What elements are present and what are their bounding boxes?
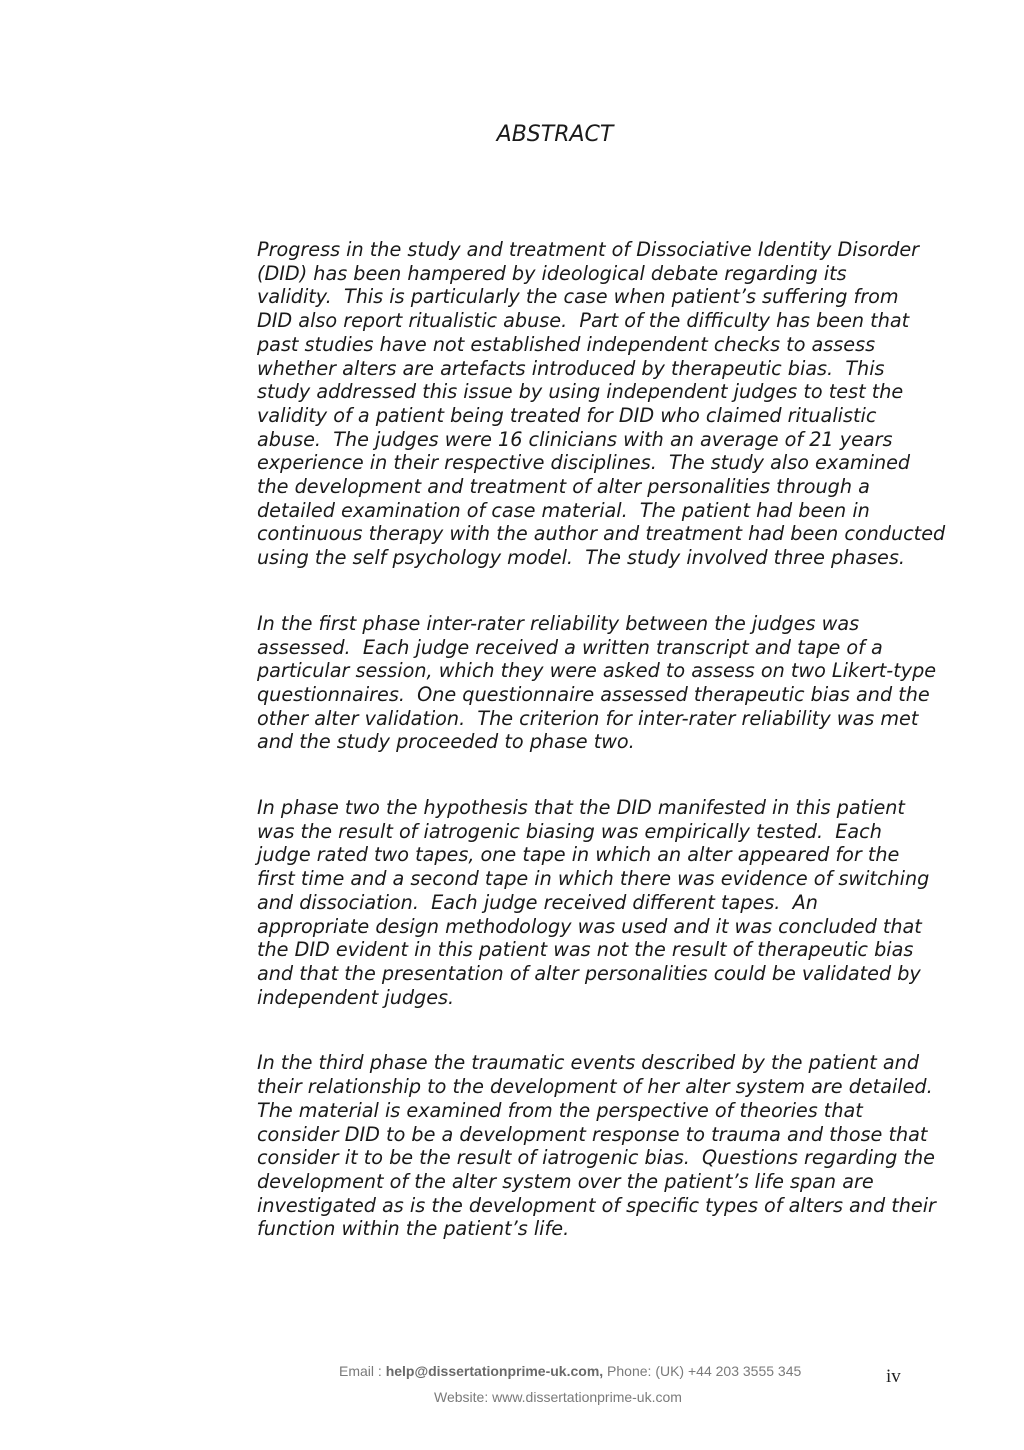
paragraph-line: continuous therapy with the author and treatment had been conducted xyxy=(257,522,946,546)
paragraph-line: the DID evident in this patient was not the result of therapeutic bias xyxy=(257,938,914,962)
paragraph-line: Progress in the study and treatment of Dissociative Identity Disorder xyxy=(257,238,920,261)
paragraph-line: study addressed this issue by using independent judges to test the xyxy=(257,380,904,404)
paragraph-line: using the self psychology model. The study involved three phases. xyxy=(257,546,905,570)
paragraph-line: (DID) has been hampered by ideological debate regarding its xyxy=(257,261,847,285)
paragraph-line: investigated as is the development of specific types of alters and their xyxy=(257,1193,936,1217)
abstract-paragraph xyxy=(257,612,1002,754)
paragraph-line: their relationship to the development of her alter system are detailed. xyxy=(257,1075,933,1099)
paragraph-line: detailed examination of case material. The patient had been in xyxy=(257,498,870,522)
abstract-paragraph xyxy=(257,796,1002,1009)
footer-email-label: Email : xyxy=(339,1363,386,1379)
paragraph-line: consider DID to be a development response to trauma and those that xyxy=(257,1122,928,1146)
page-title: ABSTRACT xyxy=(496,122,614,147)
paragraph-line: independent judges. xyxy=(257,985,455,1009)
paragraph-line: appropriate design methodology was used and it was concluded that xyxy=(257,914,922,938)
paragraph-line: whether alters are artefacts introduced by therapeutic bias. This xyxy=(257,356,885,380)
paragraph-line: abuse. The judges were 16 clinicians with an average of 21 years xyxy=(257,427,893,451)
paragraph-spacer xyxy=(257,1009,1002,1051)
paragraph-line: DID also report ritualistic abuse. Part of the difficulty has been that xyxy=(257,309,910,333)
abstract-paragraph xyxy=(257,1051,1002,1241)
paragraph-spacer xyxy=(257,754,1002,796)
paragraph-line: development of the alter system over the patient’s life span are xyxy=(257,1169,874,1193)
paragraph-line: first time and a second tape in which there was evidence of switching xyxy=(257,867,930,891)
paragraph-line: questionnaires. One questionnaire assessed therapeutic bias and the xyxy=(257,682,930,706)
paragraph-line: The material is examined from the perspective of theories that xyxy=(257,1098,863,1122)
paragraph-line: the development and treatment of alter personalities through a xyxy=(257,475,870,499)
paragraph-line: particular session, which they were asked to assess on two Likert-type xyxy=(257,659,937,683)
abstract-body xyxy=(257,238,1002,1241)
paragraph-line: In the first phase inter-rater reliability between the judges was xyxy=(257,611,860,635)
footer-email-link[interactable]: help@dissertationprime-uk.com, xyxy=(385,1363,604,1379)
footer-contact-line xyxy=(339,1363,801,1379)
paragraph-spacer xyxy=(257,570,1002,612)
paragraph-line: consider it to be the result of iatrogenic bias. Questions regarding the xyxy=(257,1146,935,1170)
paragraph-line: and the study proceeded to phase two. xyxy=(257,730,635,754)
paragraph-line: and dissociation. Each judge received different tapes. An xyxy=(257,890,818,914)
paragraph-line: other alter validation. The criterion for inter-rater reliability was met xyxy=(257,706,919,730)
paragraph-line: function within the patient’s life. xyxy=(257,1217,570,1241)
paragraph-line: was the result of iatrogenic biasing was empirically tested. Each xyxy=(257,819,882,843)
footer-website[interactable]: Website: www.dissertationprime-uk.com xyxy=(434,1389,682,1405)
paragraph-line: and that the presentation of alter personalities could be validated by xyxy=(257,961,921,985)
paragraph-line: experience in their respective disciplines. The study also examined xyxy=(257,451,911,475)
paragraph-line: In phase two the hypothesis that the DID manifested in this patient xyxy=(257,796,905,820)
paragraph-line: validity. This is particularly the case when patient’s suffering from xyxy=(257,285,899,309)
paragraph-line: validity of a patient being treated for DID who claimed ritualistic xyxy=(257,403,877,427)
abstract-paragraph xyxy=(257,238,1002,570)
paragraph-line: past studies have not established independent checks to assess xyxy=(257,332,876,356)
page-number: iv xyxy=(886,1366,901,1387)
paragraph-line: judge rated two tapes, one tape in which an alter appeared for the xyxy=(257,843,900,867)
paragraph-line: In the third phase the traumatic events described by the patient and xyxy=(257,1051,920,1075)
paragraph-line: assessed. Each judge received a written transcript and tape of a xyxy=(257,635,883,659)
footer-phone: Phone: (UK) +44 203 3555 345 xyxy=(603,1363,802,1379)
